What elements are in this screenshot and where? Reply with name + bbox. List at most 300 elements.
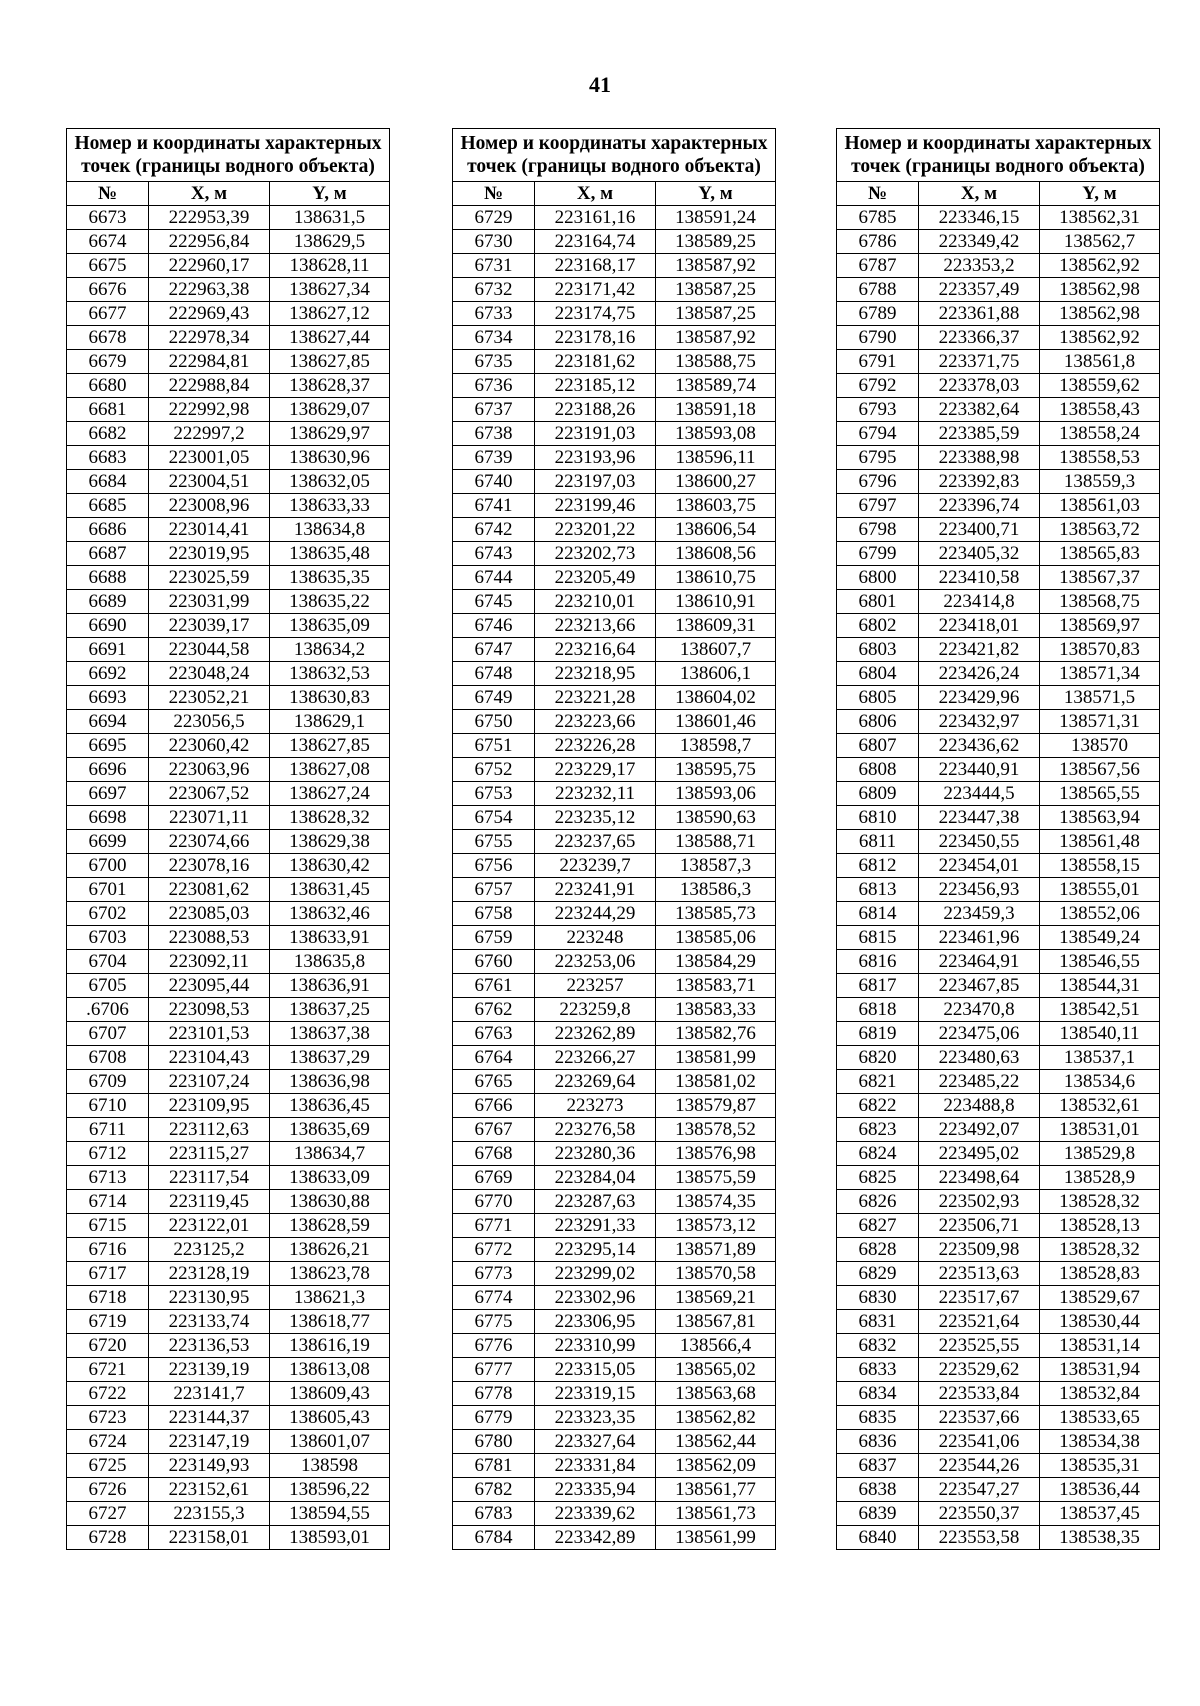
- point-number-cell: 6749: [453, 686, 535, 710]
- x-coordinate-cell: 223168,17: [535, 254, 656, 278]
- x-coordinate-cell: 223144,37: [149, 1406, 270, 1430]
- point-number-cell: 6795: [837, 446, 919, 470]
- table-row: [837, 830, 1160, 854]
- point-number-cell: 6735: [453, 350, 535, 374]
- x-coordinate-cell: 223392,83: [919, 470, 1040, 494]
- point-number-cell: 6766: [453, 1094, 535, 1118]
- y-coordinate-cell: 138538,35: [1040, 1526, 1160, 1550]
- y-coordinate-cell: 138568,75: [1040, 590, 1160, 614]
- point-number-cell: 6732: [453, 278, 535, 302]
- y-coordinate-cell: 138540,11: [1040, 1022, 1160, 1046]
- point-number-cell: 6692: [67, 662, 149, 686]
- x-coordinate-cell: 223039,17: [149, 614, 270, 638]
- point-number-cell: 6708: [67, 1046, 149, 1070]
- y-coordinate-cell: 138628,32: [270, 806, 390, 830]
- point-number-cell: 6689: [67, 590, 149, 614]
- point-number-cell: 6820: [837, 1046, 919, 1070]
- table-row: [453, 374, 776, 398]
- point-number-cell: 6801: [837, 590, 919, 614]
- table-row: [837, 998, 1160, 1022]
- table-row: [837, 1310, 1160, 1334]
- point-number-cell: 6836: [837, 1430, 919, 1454]
- page-number: 41: [589, 72, 611, 97]
- table-row: [837, 1454, 1160, 1478]
- point-number-cell: 6834: [837, 1382, 919, 1406]
- y-coordinate-cell: 138531,01: [1040, 1118, 1160, 1142]
- x-coordinate-cell: 223074,66: [149, 830, 270, 854]
- point-number-cell: 6751: [453, 734, 535, 758]
- x-coordinate-cell: 223353,2: [919, 254, 1040, 278]
- x-coordinate-cell: 223071,11: [149, 806, 270, 830]
- x-coordinate-cell: 223253,06: [535, 950, 656, 974]
- y-coordinate-cell: 138610,75: [656, 566, 776, 590]
- y-coordinate-cell: 138630,96: [270, 446, 390, 470]
- y-coordinate-cell: 138585,06: [656, 926, 776, 950]
- x-coordinate-cell: 223044,58: [149, 638, 270, 662]
- point-number-cell: 6838: [837, 1478, 919, 1502]
- table-row: [837, 446, 1160, 470]
- y-coordinate-cell: 138635,48: [270, 542, 390, 566]
- point-number-cell: 6709: [67, 1070, 149, 1094]
- point-number-cell: 6790: [837, 326, 919, 350]
- point-number-cell: 6719: [67, 1310, 149, 1334]
- point-number-cell: 6763: [453, 1022, 535, 1046]
- y-coordinate-cell: 138627,44: [270, 326, 390, 350]
- y-coordinate-cell: 138626,21: [270, 1238, 390, 1262]
- x-coordinate-cell: 223199,46: [535, 494, 656, 518]
- y-coordinate-cell: 138606,54: [656, 518, 776, 542]
- y-coordinate-cell: 138570,83: [1040, 638, 1160, 662]
- table-row: [67, 254, 390, 278]
- y-coordinate-cell: 138594,55: [270, 1502, 390, 1526]
- y-coordinate-cell: 138589,25: [656, 230, 776, 254]
- y-coordinate-cell: 138637,29: [270, 1046, 390, 1070]
- y-coordinate-cell: 138635,8: [270, 950, 390, 974]
- point-number-cell: 6772: [453, 1238, 535, 1262]
- y-coordinate-cell: 138628,37: [270, 374, 390, 398]
- x-coordinate-cell: 223191,03: [535, 422, 656, 446]
- x-coordinate-cell: 223098,53: [149, 998, 270, 1022]
- y-coordinate-cell: 138601,07: [270, 1430, 390, 1454]
- table-row: [67, 1190, 390, 1214]
- point-number-cell: 6682: [67, 422, 149, 446]
- y-coordinate-cell: 138596,22: [270, 1478, 390, 1502]
- y-coordinate-cell: 138606,1: [656, 662, 776, 686]
- x-coordinate-cell: 223385,59: [919, 422, 1040, 446]
- x-coordinate-cell: 223315,05: [535, 1358, 656, 1382]
- point-number-cell: 6814: [837, 902, 919, 926]
- x-coordinate-cell: 223495,02: [919, 1142, 1040, 1166]
- table-row: [67, 566, 390, 590]
- point-number-cell: 6727: [67, 1502, 149, 1526]
- table-row: [837, 1286, 1160, 1310]
- y-coordinate-cell: 138634,7: [270, 1142, 390, 1166]
- y-coordinate-cell: 138579,87: [656, 1094, 776, 1118]
- y-coordinate-cell: 138528,32: [1040, 1190, 1160, 1214]
- table-row: [453, 1166, 776, 1190]
- point-number-cell: 6777: [453, 1358, 535, 1382]
- y-coordinate-cell: 138565,83: [1040, 542, 1160, 566]
- point-number-cell: 6744: [453, 566, 535, 590]
- point-number-cell: 6839: [837, 1502, 919, 1526]
- point-number-cell: 6693: [67, 686, 149, 710]
- y-coordinate-cell: 138632,05: [270, 470, 390, 494]
- x-coordinate-cell: 223488,8: [919, 1094, 1040, 1118]
- table-row: [67, 590, 390, 614]
- point-number-cell: 6840: [837, 1526, 919, 1550]
- x-coordinate-cell: 222969,43: [149, 302, 270, 326]
- table-row: [837, 494, 1160, 518]
- y-coordinate-cell: 138552,06: [1040, 902, 1160, 926]
- x-coordinate-cell: 223444,5: [919, 782, 1040, 806]
- y-coordinate-cell: 138636,91: [270, 974, 390, 998]
- x-coordinate-cell: 223382,64: [919, 398, 1040, 422]
- point-number-cell: 6741: [453, 494, 535, 518]
- point-number-cell: 6673: [67, 206, 149, 230]
- y-coordinate-cell: 138562,98: [1040, 302, 1160, 326]
- x-coordinate-cell: 222984,81: [149, 350, 270, 374]
- table-row: [67, 1382, 390, 1406]
- table-row: [837, 902, 1160, 926]
- table-row: [453, 638, 776, 662]
- y-coordinate-cell: 138530,44: [1040, 1310, 1160, 1334]
- y-coordinate-cell: 138563,68: [656, 1382, 776, 1406]
- point-number-cell: 6827: [837, 1214, 919, 1238]
- x-coordinate-cell: 223509,98: [919, 1238, 1040, 1262]
- point-number-cell: 6817: [837, 974, 919, 998]
- point-number-cell: 6740: [453, 470, 535, 494]
- y-coordinate-cell: 138558,53: [1040, 446, 1160, 470]
- y-coordinate-cell: 138528,32: [1040, 1238, 1160, 1262]
- table-row: [67, 974, 390, 998]
- y-coordinate-cell: 138574,35: [656, 1190, 776, 1214]
- point-number-cell: 6802: [837, 614, 919, 638]
- y-coordinate-cell: 138635,09: [270, 614, 390, 638]
- x-coordinate-cell: 223004,51: [149, 470, 270, 494]
- y-coordinate-cell: 138534,38: [1040, 1430, 1160, 1454]
- point-number-cell: 6776: [453, 1334, 535, 1358]
- table-row: [67, 542, 390, 566]
- table-row: [837, 1334, 1160, 1358]
- point-number-cell: 6797: [837, 494, 919, 518]
- table-row: [453, 758, 776, 782]
- table-row: [453, 1286, 776, 1310]
- point-number-cell: 6731: [453, 254, 535, 278]
- table-row: [837, 1358, 1160, 1382]
- x-coordinate-cell: 223130,95: [149, 1286, 270, 1310]
- table-row: [837, 1478, 1160, 1502]
- y-coordinate-cell: 138637,25: [270, 998, 390, 1022]
- x-coordinate-cell: 223223,66: [535, 710, 656, 734]
- point-number-cell: 6758: [453, 902, 535, 926]
- x-coordinate-cell: 223031,99: [149, 590, 270, 614]
- point-number-cell: 6822: [837, 1094, 919, 1118]
- table-row: [837, 518, 1160, 542]
- table-row: [453, 878, 776, 902]
- table-row: [67, 806, 390, 830]
- table-row: [453, 614, 776, 638]
- point-number-cell: 6703: [67, 926, 149, 950]
- x-coordinate-cell: 223201,22: [535, 518, 656, 542]
- table-row: [67, 734, 390, 758]
- y-coordinate-cell: 138549,24: [1040, 926, 1160, 950]
- table-row: [67, 1526, 390, 1550]
- table-row: [453, 830, 776, 854]
- table-row: [837, 590, 1160, 614]
- y-coordinate-cell: 138607,7: [656, 638, 776, 662]
- point-number-cell: 6828: [837, 1238, 919, 1262]
- point-number-cell: 6806: [837, 710, 919, 734]
- x-coordinate-cell: 223158,01: [149, 1526, 270, 1550]
- point-number-cell: .6706: [67, 998, 149, 1022]
- x-coordinate-cell: 223291,33: [535, 1214, 656, 1238]
- table-row: [67, 998, 390, 1022]
- point-number-cell: 6835: [837, 1406, 919, 1430]
- table-row: [837, 686, 1160, 710]
- point-number-cell: 6788: [837, 278, 919, 302]
- table-row: [837, 1022, 1160, 1046]
- y-coordinate-cell: 138598: [270, 1454, 390, 1478]
- table-row: [453, 902, 776, 926]
- table-row: [453, 302, 776, 326]
- table-row: [837, 1142, 1160, 1166]
- point-number-cell: 6769: [453, 1166, 535, 1190]
- y-coordinate-cell: 138569,21: [656, 1286, 776, 1310]
- point-number-cell: 6743: [453, 542, 535, 566]
- x-coordinate-cell: 223128,19: [149, 1262, 270, 1286]
- x-coordinate-cell: 223371,75: [919, 350, 1040, 374]
- y-coordinate-cell: 138561,48: [1040, 830, 1160, 854]
- table-row: [67, 710, 390, 734]
- y-coordinate-cell: 138621,3: [270, 1286, 390, 1310]
- x-coordinate-cell: 223101,53: [149, 1022, 270, 1046]
- point-number-cell: 6815: [837, 926, 919, 950]
- table-row: [837, 542, 1160, 566]
- table-row: [837, 1094, 1160, 1118]
- x-coordinate-cell: 222953,39: [149, 206, 270, 230]
- y-coordinate-cell: 138633,91: [270, 926, 390, 950]
- x-coordinate-cell: 223447,38: [919, 806, 1040, 830]
- y-coordinate-cell: 138562,92: [1040, 326, 1160, 350]
- table-row: [837, 1382, 1160, 1406]
- point-number-cell: 6678: [67, 326, 149, 350]
- table-row: [453, 1262, 776, 1286]
- y-coordinate-cell: 138590,63: [656, 806, 776, 830]
- point-number-cell: 6691: [67, 638, 149, 662]
- table-row: [837, 470, 1160, 494]
- point-number-cell: 6684: [67, 470, 149, 494]
- point-number-cell: 6696: [67, 758, 149, 782]
- table-row: [837, 926, 1160, 950]
- table-row: [837, 566, 1160, 590]
- table-row: [67, 1406, 390, 1430]
- coordinates-table-3: [836, 128, 1160, 1550]
- x-coordinate-cell: 223109,95: [149, 1094, 270, 1118]
- table-row: [67, 782, 390, 806]
- point-number-cell: 6750: [453, 710, 535, 734]
- column-header-y: Y, м: [270, 182, 390, 206]
- table-row: [453, 1430, 776, 1454]
- y-coordinate-cell: 138531,14: [1040, 1334, 1160, 1358]
- table-row: [453, 518, 776, 542]
- x-coordinate-cell: 223464,91: [919, 950, 1040, 974]
- point-number-cell: 6757: [453, 878, 535, 902]
- x-coordinate-cell: 223414,8: [919, 590, 1040, 614]
- y-coordinate-cell: 138571,31: [1040, 710, 1160, 734]
- table-row: [67, 494, 390, 518]
- y-coordinate-cell: 138595,75: [656, 758, 776, 782]
- table-row: [67, 878, 390, 902]
- y-coordinate-cell: 138587,3: [656, 854, 776, 878]
- table-row: [837, 1166, 1160, 1190]
- point-number-cell: 6755: [453, 830, 535, 854]
- table-row: [67, 1502, 390, 1526]
- x-coordinate-cell: 223498,64: [919, 1166, 1040, 1190]
- table-row: [67, 1454, 390, 1478]
- x-coordinate-cell: 223544,26: [919, 1454, 1040, 1478]
- table-row: [453, 1142, 776, 1166]
- table-row: [453, 1358, 776, 1382]
- x-coordinate-cell: 223104,43: [149, 1046, 270, 1070]
- table-row: [67, 278, 390, 302]
- y-coordinate-cell: 138630,88: [270, 1190, 390, 1214]
- point-number-cell: 6739: [453, 446, 535, 470]
- table-row: [67, 1214, 390, 1238]
- point-number-cell: 6771: [453, 1214, 535, 1238]
- point-number-cell: 6779: [453, 1406, 535, 1430]
- x-coordinate-cell: 223149,93: [149, 1454, 270, 1478]
- table-row: [67, 1022, 390, 1046]
- y-coordinate-cell: 138555,01: [1040, 878, 1160, 902]
- table-row: [837, 1430, 1160, 1454]
- y-coordinate-cell: 138562,7: [1040, 230, 1160, 254]
- table-row: [453, 494, 776, 518]
- x-coordinate-cell: 223400,71: [919, 518, 1040, 542]
- x-coordinate-cell: 223506,71: [919, 1214, 1040, 1238]
- point-number-cell: 6733: [453, 302, 535, 326]
- y-coordinate-cell: 138587,92: [656, 326, 776, 350]
- point-number-cell: 6803: [837, 638, 919, 662]
- y-coordinate-cell: 138532,84: [1040, 1382, 1160, 1406]
- table-row: [67, 350, 390, 374]
- x-coordinate-cell: 223060,42: [149, 734, 270, 758]
- x-coordinate-cell: 223181,62: [535, 350, 656, 374]
- point-number-cell: 6829: [837, 1262, 919, 1286]
- table-row: [67, 1478, 390, 1502]
- table-row: [453, 1118, 776, 1142]
- x-coordinate-cell: 223229,17: [535, 758, 656, 782]
- y-coordinate-cell: 138584,29: [656, 950, 776, 974]
- point-number-cell: 6704: [67, 950, 149, 974]
- y-coordinate-cell: 138629,07: [270, 398, 390, 422]
- point-number-cell: 6717: [67, 1262, 149, 1286]
- table-row: [453, 998, 776, 1022]
- x-coordinate-cell: 223178,16: [535, 326, 656, 350]
- point-number-cell: 6747: [453, 638, 535, 662]
- x-coordinate-cell: 223357,49: [919, 278, 1040, 302]
- x-coordinate-cell: 223454,01: [919, 854, 1040, 878]
- y-coordinate-cell: 138593,06: [656, 782, 776, 806]
- table-row: [67, 830, 390, 854]
- point-number-cell: 6700: [67, 854, 149, 878]
- x-coordinate-cell: 223295,14: [535, 1238, 656, 1262]
- table-row: [453, 806, 776, 830]
- point-number-cell: 6729: [453, 206, 535, 230]
- y-coordinate-cell: 138542,51: [1040, 998, 1160, 1022]
- table-row: [837, 422, 1160, 446]
- y-coordinate-cell: 138559,62: [1040, 374, 1160, 398]
- point-number-cell: 6675: [67, 254, 149, 278]
- point-number-cell: 6780: [453, 1430, 535, 1454]
- y-coordinate-cell: 138528,9: [1040, 1166, 1160, 1190]
- point-number-cell: 6826: [837, 1190, 919, 1214]
- table-row: [837, 398, 1160, 422]
- point-number-cell: 6811: [837, 830, 919, 854]
- table-row: [67, 1070, 390, 1094]
- y-coordinate-cell: 138587,25: [656, 278, 776, 302]
- y-coordinate-cell: 138609,43: [270, 1382, 390, 1406]
- x-coordinate-cell: 223432,97: [919, 710, 1040, 734]
- y-coordinate-cell: 138633,33: [270, 494, 390, 518]
- x-coordinate-cell: 223226,28: [535, 734, 656, 758]
- y-coordinate-cell: 138567,56: [1040, 758, 1160, 782]
- x-coordinate-cell: 223115,27: [149, 1142, 270, 1166]
- coordinates-table-1: [66, 128, 390, 1550]
- point-number-cell: 6819: [837, 1022, 919, 1046]
- table-row: [837, 734, 1160, 758]
- x-coordinate-cell: 222992,98: [149, 398, 270, 422]
- table-row: [837, 230, 1160, 254]
- y-coordinate-cell: 138561,73: [656, 1502, 776, 1526]
- point-number-cell: 6725: [67, 1454, 149, 1478]
- x-coordinate-cell: 223125,2: [149, 1238, 270, 1262]
- table-row: [837, 638, 1160, 662]
- y-coordinate-cell: 138561,8: [1040, 350, 1160, 374]
- x-coordinate-cell: 223517,67: [919, 1286, 1040, 1310]
- point-number-cell: 6760: [453, 950, 535, 974]
- table-row: [67, 638, 390, 662]
- y-coordinate-cell: 138637,38: [270, 1022, 390, 1046]
- point-number-cell: 6804: [837, 662, 919, 686]
- y-coordinate-cell: 138587,92: [656, 254, 776, 278]
- x-coordinate-cell: 223161,16: [535, 206, 656, 230]
- x-coordinate-cell: 223323,35: [535, 1406, 656, 1430]
- table-row: [67, 854, 390, 878]
- table-row: [67, 758, 390, 782]
- x-coordinate-cell: 223193,96: [535, 446, 656, 470]
- x-coordinate-cell: 223197,03: [535, 470, 656, 494]
- point-number-cell: 6746: [453, 614, 535, 638]
- y-coordinate-cell: 138588,71: [656, 830, 776, 854]
- y-coordinate-cell: 138629,38: [270, 830, 390, 854]
- point-number-cell: 6720: [67, 1334, 149, 1358]
- point-number-cell: 6765: [453, 1070, 535, 1094]
- table-row: [67, 1238, 390, 1262]
- x-coordinate-cell: 223112,63: [149, 1118, 270, 1142]
- point-number-cell: 6773: [453, 1262, 535, 1286]
- x-coordinate-cell: 223405,32: [919, 542, 1040, 566]
- table-row: [453, 1334, 776, 1358]
- point-number-cell: 6770: [453, 1190, 535, 1214]
- table-row: [67, 422, 390, 446]
- x-coordinate-cell: 223429,96: [919, 686, 1040, 710]
- table-row: [837, 1406, 1160, 1430]
- x-coordinate-cell: 223537,66: [919, 1406, 1040, 1430]
- table-row: [67, 686, 390, 710]
- point-number-cell: 6712: [67, 1142, 149, 1166]
- table-row: [453, 1070, 776, 1094]
- y-coordinate-cell: 138588,75: [656, 350, 776, 374]
